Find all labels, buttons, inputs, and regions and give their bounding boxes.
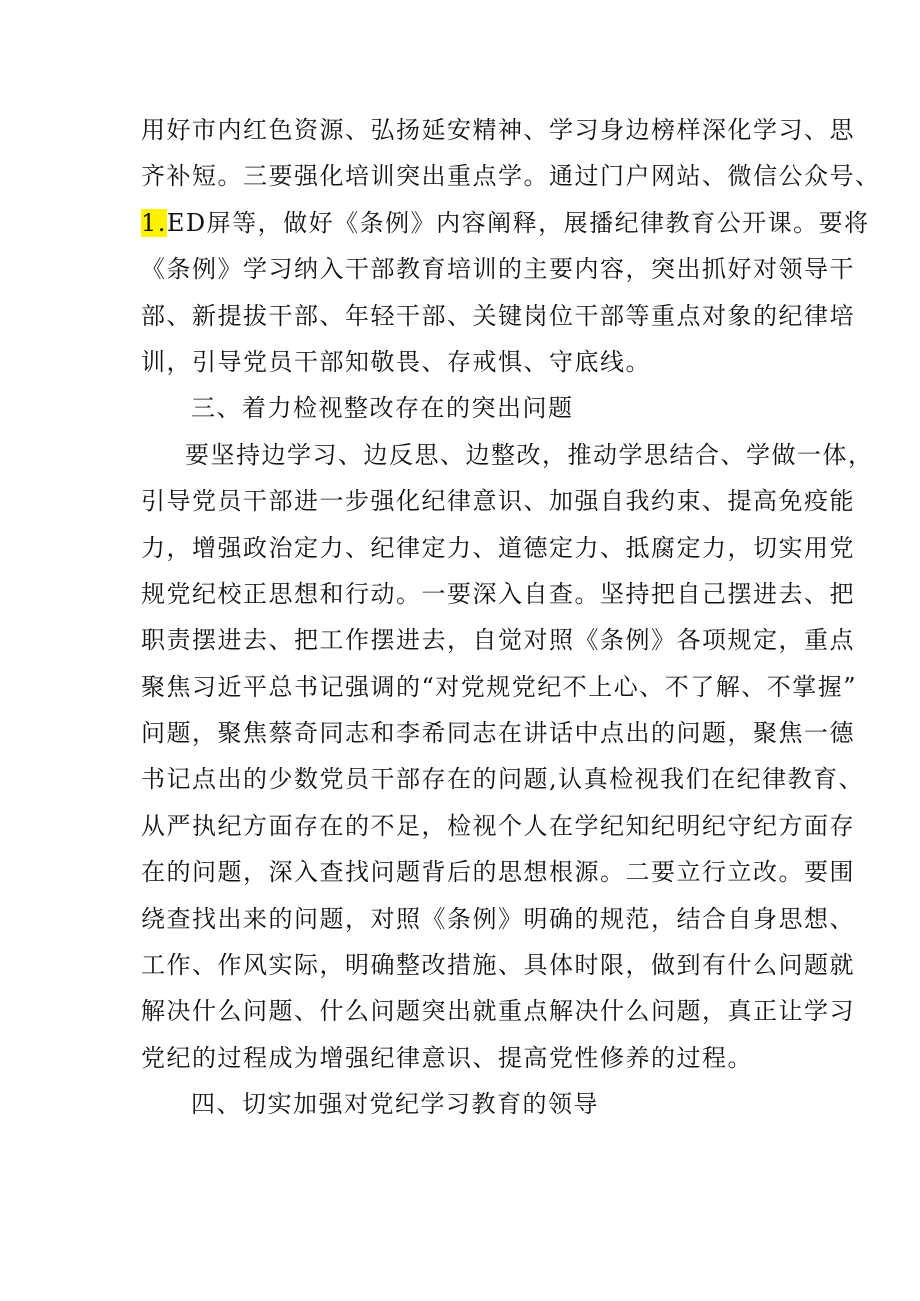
section-heading-4: 四、切实加强对党纪学习教育的领导 xyxy=(191,1090,599,1119)
paragraph-start: 要坚持边学习、边反思、边整改，推动学思结合、学做一体， xyxy=(185,440,874,469)
text-line-9: 引导党员干部进一步强化纪律意识、加强自我约束、提高免疫能 xyxy=(141,487,855,516)
text-line-2: 齐补短。三要强化培训突出重点学。通过门户网站、微信公众号、 xyxy=(141,162,881,191)
text-line-13: 聚焦习近平总书记强调的“对党规党纪不上心、不了解、不掌握” xyxy=(141,672,858,701)
text-line-3 xyxy=(141,200,870,246)
text-line-1: 用好市内红色资源、弘扬延安精神、学习身边榜样深化学习、思 xyxy=(141,116,855,144)
text-line-11: 规党纪校正思想和行动。一要深入自查。坚持把自己摆进去、把 xyxy=(141,579,855,608)
text-line-5: 部、新提拔干部、年轻干部、关键岗位干部等重点对象的纪律培 xyxy=(141,301,855,330)
text-line-20: 解决什么问题、什么问题突出就重点解决什么问题，真正让学习 xyxy=(141,997,855,1026)
text-line-4: 《条例》学习纳入干部教育培训的主要内容，突出抓好对领导干 xyxy=(141,255,855,284)
text-line-10: 力，增强政治定力、纪律定力、道德定力、抵腐定力，切实用党 xyxy=(141,533,855,562)
text-line-17: 在的问题，深入查找问题背后的思想根源。二要立行立改。要围 xyxy=(141,858,855,887)
text-line-14: 问题，聚焦蔡奇同志和李希同志在讲话中点出的问题，聚焦一德 xyxy=(141,719,855,748)
section-heading-3: 三、着力检视整改存在的突出问题 xyxy=(191,394,574,423)
text-line-6: 训，引导党员干部知敬畏、存戒惧、守底线。 xyxy=(141,347,651,376)
text-line-3-body: ED屏等，做好《条例》内容阐释，展播纪律教育公开课。要将 xyxy=(166,208,870,237)
text-line-12: 职责摆进去、把工作摆进去，自觉对照《条例》各项规定，重点 xyxy=(141,626,855,655)
text-line-21: 党纪的过程成为增强纪律意识、提高党性修养的过程。 xyxy=(141,1043,753,1072)
text-line-18: 绕查找出来的问题，对照《条例》明确的规范，结合自身思想、 xyxy=(141,904,855,933)
text-line-16: 从严执纪方面存在的不足，检视个人在学纪知纪明纪守纪方面存 xyxy=(141,811,855,840)
text-line-19: 工作、作风实际，明确整改措施、具体时限，做到有什么问题就 xyxy=(141,951,855,980)
highlighted-list-marker: 1. xyxy=(141,208,167,237)
text-line-15: 书记点出的少数党员干部存在的问题,认真检视我们在纪律教育、 xyxy=(141,765,865,794)
